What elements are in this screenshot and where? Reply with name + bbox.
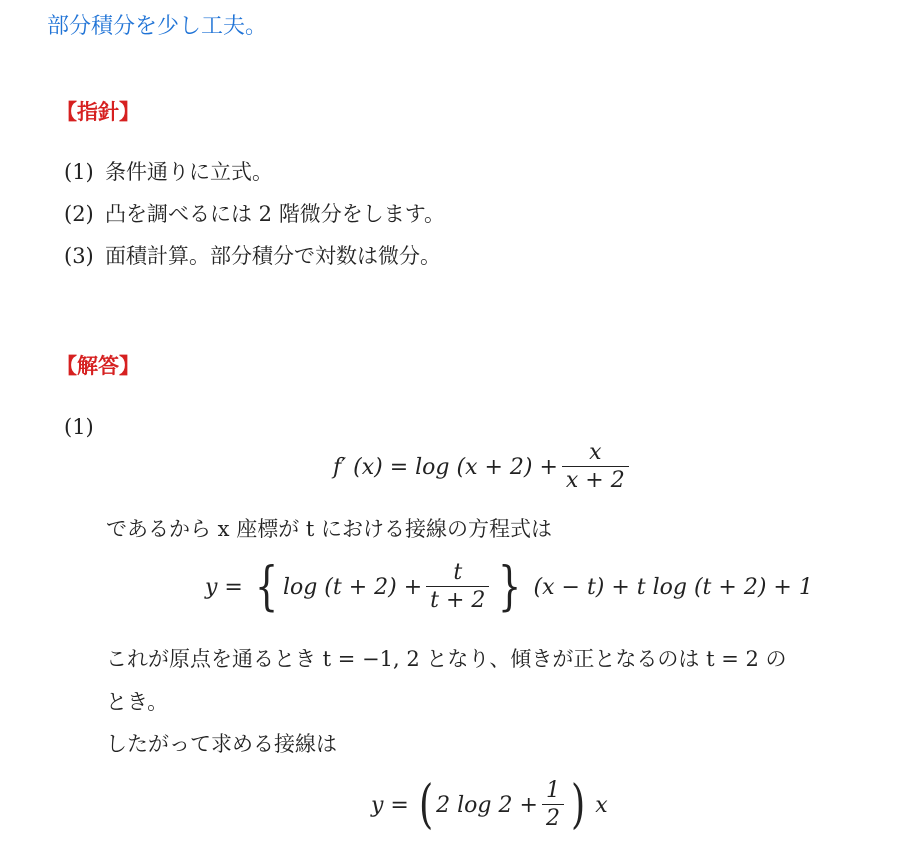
eq3-denominator: 2: [542, 804, 564, 833]
hint-item-3: [64, 243, 441, 270]
eq2-lhs: y =: [205, 574, 243, 600]
answer-text-4: したがって求める接線は: [106, 732, 337, 756]
answer-text-1: であるから x 座標が t における接線の方程式は: [106, 517, 552, 541]
eq3-fraction: [542, 778, 564, 833]
eq2-denominator: t + 2: [426, 586, 489, 615]
hint-text: 条件通りに立式。: [105, 160, 273, 184]
hint-number: (3): [64, 244, 94, 268]
hint-heading: 【指針】: [56, 100, 140, 124]
equation-result: [371, 775, 608, 836]
equation-derivative: [333, 440, 633, 495]
page-title: 部分積分を少し工夫。: [47, 14, 268, 39]
eq3-open-paren: (: [418, 775, 434, 836]
eq3-close-paren: ): [570, 775, 586, 836]
hint-item-2: [64, 201, 445, 228]
hint-number: (2): [64, 202, 94, 226]
eq2-rest: (x − t) + t log (t + 2) + 1: [533, 574, 813, 600]
eq2-numerator: t: [453, 560, 463, 585]
answer-part-label: (1): [64, 415, 94, 439]
eq2-fraction: [426, 560, 489, 615]
hint-item-1: [64, 159, 273, 186]
eq1-fraction: [562, 440, 629, 495]
hint-text: 面積計算。部分積分で対数は微分。: [105, 244, 441, 268]
eq1-numerator: x: [589, 440, 602, 465]
eq3-lhs: y =: [371, 792, 409, 818]
answer-text-3: とき。: [106, 690, 169, 714]
hint-text: 凸を調べるには 2 階微分をします。: [105, 202, 446, 226]
eq3-part1: 2 log 2 +: [436, 792, 538, 818]
answer-heading: 【解答】: [56, 354, 140, 378]
hint-number: (1): [64, 160, 94, 184]
eq2-close-brace: }: [498, 557, 522, 618]
eq2-part1: log (t + 2) +: [282, 574, 423, 600]
eq1-denominator: x + 2: [562, 466, 629, 495]
eq3-numerator: 1: [545, 778, 560, 803]
eq3-rest: x: [595, 792, 608, 818]
answer-text-2: これが原点を通るとき t = −1, 2 となり、傾きが正となるのは t = 2 の: [106, 647, 787, 671]
eq1-lhs: f′ (x) = log (x + 2) +: [333, 454, 558, 480]
eq2-open-brace: {: [254, 557, 278, 618]
equation-tangent: [205, 557, 813, 618]
